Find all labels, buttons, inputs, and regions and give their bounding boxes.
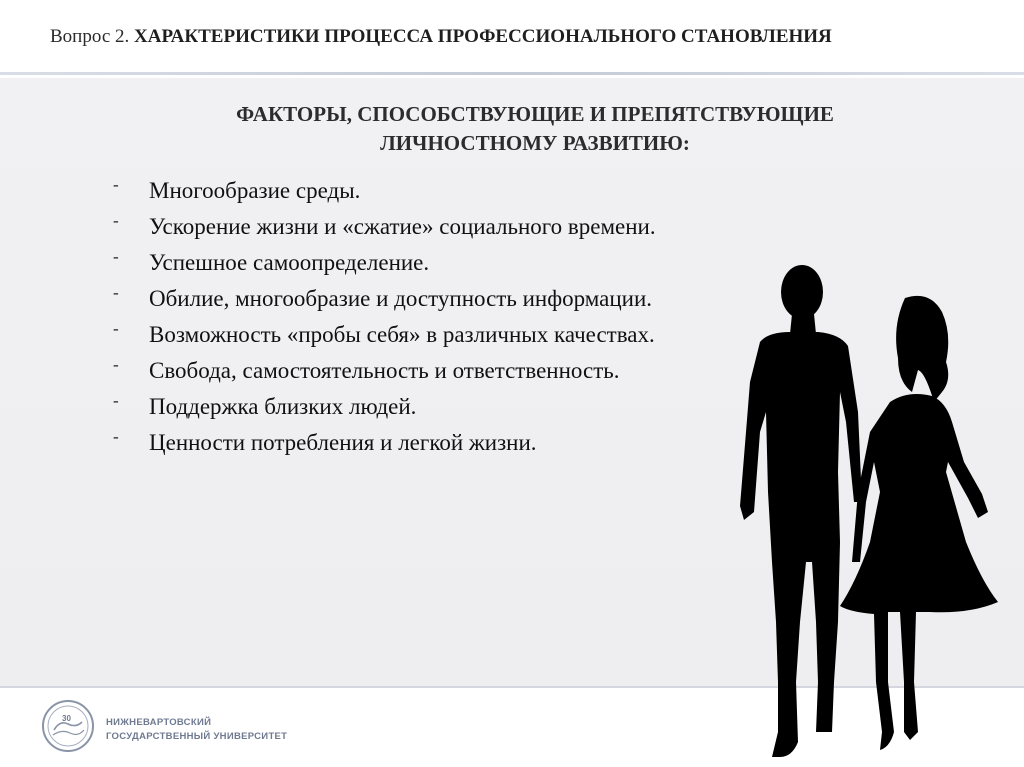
slide-header: [0, 0, 1024, 74]
list-item: [113, 246, 656, 282]
woman-silhouette: [840, 296, 998, 750]
header-divider: [0, 72, 1024, 75]
list-item: [113, 426, 656, 462]
bullet-marker: -: [113, 175, 119, 194]
list-item: [113, 318, 656, 354]
bullet-marker: -: [113, 283, 119, 302]
bullet-marker: -: [113, 211, 119, 230]
logo-text: 30: [62, 714, 71, 723]
factor-list: [113, 174, 656, 462]
list-item-text: Ускорение жизни и «сжатие» социального времени.: [149, 214, 656, 239]
heading-line-1: ФАКТОРЫ, СПОСОБСТВУЮЩИЕ И ПРЕПЯТСТВУЮЩИЕ: [236, 102, 834, 126]
bullet-marker: -: [113, 247, 119, 266]
list-item-text: Ценности потребления и легкой жизни.: [149, 430, 537, 455]
list-item: [113, 174, 656, 210]
list-item: [113, 354, 656, 390]
list-item-text: Свобода, самостоятельность и ответственность.: [149, 358, 620, 383]
list-item: [113, 390, 656, 426]
university-name-line-1: НИЖНЕВАРТОВСКИЙ: [106, 717, 212, 728]
bullet-marker: -: [113, 427, 119, 446]
man-silhouette: [740, 265, 862, 757]
question-label: Вопрос 2.: [50, 26, 130, 47]
slide-title: [50, 26, 832, 48]
bullet-marker: -: [113, 355, 119, 374]
section-heading: [0, 100, 1024, 158]
university-name: [106, 716, 287, 744]
list-item: [113, 210, 656, 246]
title-text: ХАРАКТЕРИСТИКИ ПРОЦЕССА ПРОФЕССИОНАЛЬНОГО СТАНОВЛЕНИЯ: [134, 26, 832, 47]
university-name-line-2: ГОСУДАРСТВЕННЫЙ УНИВЕРСИТЕТ: [106, 731, 288, 742]
list-item-text: Многообразие среды.: [149, 178, 361, 203]
list-item-text: Успешное самоопределение.: [149, 250, 430, 275]
list-item-text: Поддержка близких людей.: [149, 394, 417, 419]
list-item-text: Возможность «пробы себя» в различных качествах.: [149, 322, 655, 347]
heading-line-2: ЛИЧНОСТНОМУ РАЗВИТИЮ:: [380, 131, 690, 155]
bullet-marker: -: [113, 391, 119, 410]
list-item-text: Обилие, многообразие и доступность информации.: [149, 286, 653, 311]
list-item: [113, 282, 656, 318]
bullet-marker: -: [113, 319, 119, 338]
couple-silhouette-image: [720, 262, 1010, 767]
university-logo-icon: [40, 698, 96, 754]
